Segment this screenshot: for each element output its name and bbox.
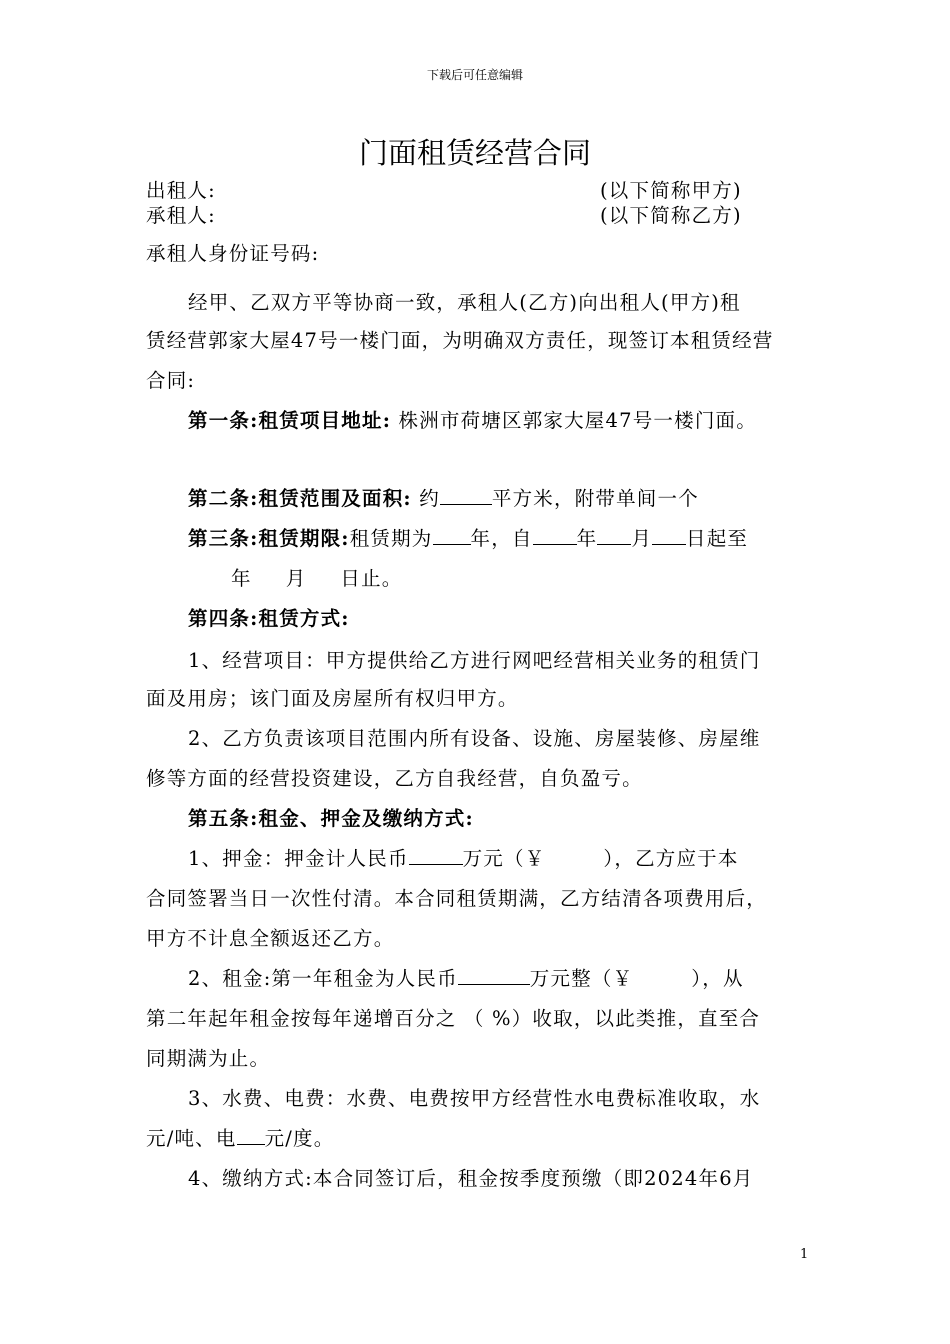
electricity-price-blank[interactable] (237, 1124, 265, 1145)
lessor-label: 出租人: (146, 179, 216, 202)
intro-line-2: 赁经营郭家大屋47号一楼门面，为明确双方责任，现签订本租赁经营 (146, 329, 774, 352)
end-month-label: 月 (285, 567, 307, 590)
id-number-label: 承租人身份证号码: (146, 242, 320, 265)
end-year-label: 年 (231, 567, 252, 590)
article-2-heading: 第二条:租赁范围及面积: (188, 487, 412, 510)
article-4-item-1-line-1: 1、经营项目：甲方提供给乙方进行网吧经营相关业务的租赁门 (188, 649, 761, 672)
intro-line-3: 合同: (146, 369, 196, 392)
article-5-heading: 第五条:租金、押金及缴纳方式: (188, 807, 474, 830)
article-4-heading: 第四条:租赁方式: (188, 607, 350, 630)
deposit-line-2: 合同签署当日一次性付清。本合同租赁期满，乙方结清各项费用后， (146, 887, 768, 910)
page-number: 1 (800, 1247, 809, 1262)
article-2-pre: 约 (411, 487, 440, 510)
lessor-note: (以下简称甲方) (600, 179, 742, 202)
article-2 (188, 483, 699, 511)
rent-line-3: 同期满为止。 (146, 1047, 271, 1070)
deposit-amount-blank[interactable] (409, 844, 463, 865)
article-3-text-2: 年，自 (470, 527, 533, 550)
utilities-line-2 (146, 1123, 334, 1151)
article-3-heading: 第三条:租赁期限: (188, 527, 350, 550)
article-3-text-3: 年 (576, 527, 598, 550)
article-1-text: 株洲市荷塘区郭家大屋47号一楼门面。 (391, 409, 757, 432)
article-2-post: 平方米，附带单间一个 (491, 487, 699, 510)
article-4-item-1-line-2: 面及用房；该门面及房屋所有权归甲方。 (146, 687, 519, 710)
payment-line-1: 4、缴纳方式:本合同签订后，租金按季度预缴（即2024年6月 (188, 1167, 754, 1190)
term-years-blank[interactable] (433, 524, 471, 545)
rent-text-c: ），从 (691, 967, 744, 990)
rent-line-2: 第二年起年租金按每年递增百分之 （ %）收取，以此类推，直至合 (146, 1007, 761, 1030)
deposit-text-c: ），乙方应于本 (603, 847, 739, 870)
article-1-heading: 第一条:租赁项目地址: (188, 409, 392, 432)
article-3-text-4: 月 (631, 527, 653, 550)
lessee-note: (以下简称乙方) (600, 204, 742, 227)
start-day-blank[interactable] (652, 524, 686, 545)
deposit-line-3: 甲方不计息全额返还乙方。 (146, 927, 395, 950)
article-3-line-1 (188, 523, 748, 551)
utilities-text-b: 元/度。 (264, 1127, 335, 1150)
article-4-item-2-line-1: 2、乙方负责该项目范围内所有设备、设施、房屋装修、房屋维 (188, 727, 761, 750)
header-note: 下载后可任意编辑 (426, 68, 523, 82)
lessee-label: 承租人: (146, 204, 216, 227)
start-year-blank[interactable] (533, 524, 577, 545)
article-1 (188, 405, 757, 433)
article-3-text-5: 日起至 (686, 527, 749, 550)
intro-line-1: 经甲、乙双方平等协商一致，承租人(乙方)向出租人(甲方)租 (188, 291, 741, 314)
article-3-line-2 (231, 563, 403, 591)
rent-text-a: 2、租金:第一年租金为人民币 (188, 967, 458, 990)
utilities-text-a: 元/吨、电 (146, 1127, 237, 1150)
start-month-blank[interactable] (597, 524, 631, 545)
article-3-text-1: 租赁期为 (349, 527, 433, 550)
end-day-label: 日止。 (340, 567, 403, 590)
article-4-item-2-line-2: 修等方面的经营投资建设，乙方自我经营，自负盈亏。 (146, 767, 643, 790)
rent-amount-blank[interactable] (458, 964, 530, 985)
document-title: 门面租赁经营合同 (358, 136, 591, 170)
utilities-line-1: 3、水费、电费：水费、电费按甲方经营性水电费标准收取，水 (188, 1087, 761, 1110)
deposit-text-a: 1、押金：押金计人民币 (188, 847, 409, 870)
rent-line-1 (188, 963, 744, 991)
deposit-line-1 (188, 843, 739, 871)
rent-text-b: 万元整（￥ (529, 967, 634, 990)
area-blank[interactable] (440, 484, 492, 505)
deposit-text-b: 万元（￥ (462, 847, 546, 870)
